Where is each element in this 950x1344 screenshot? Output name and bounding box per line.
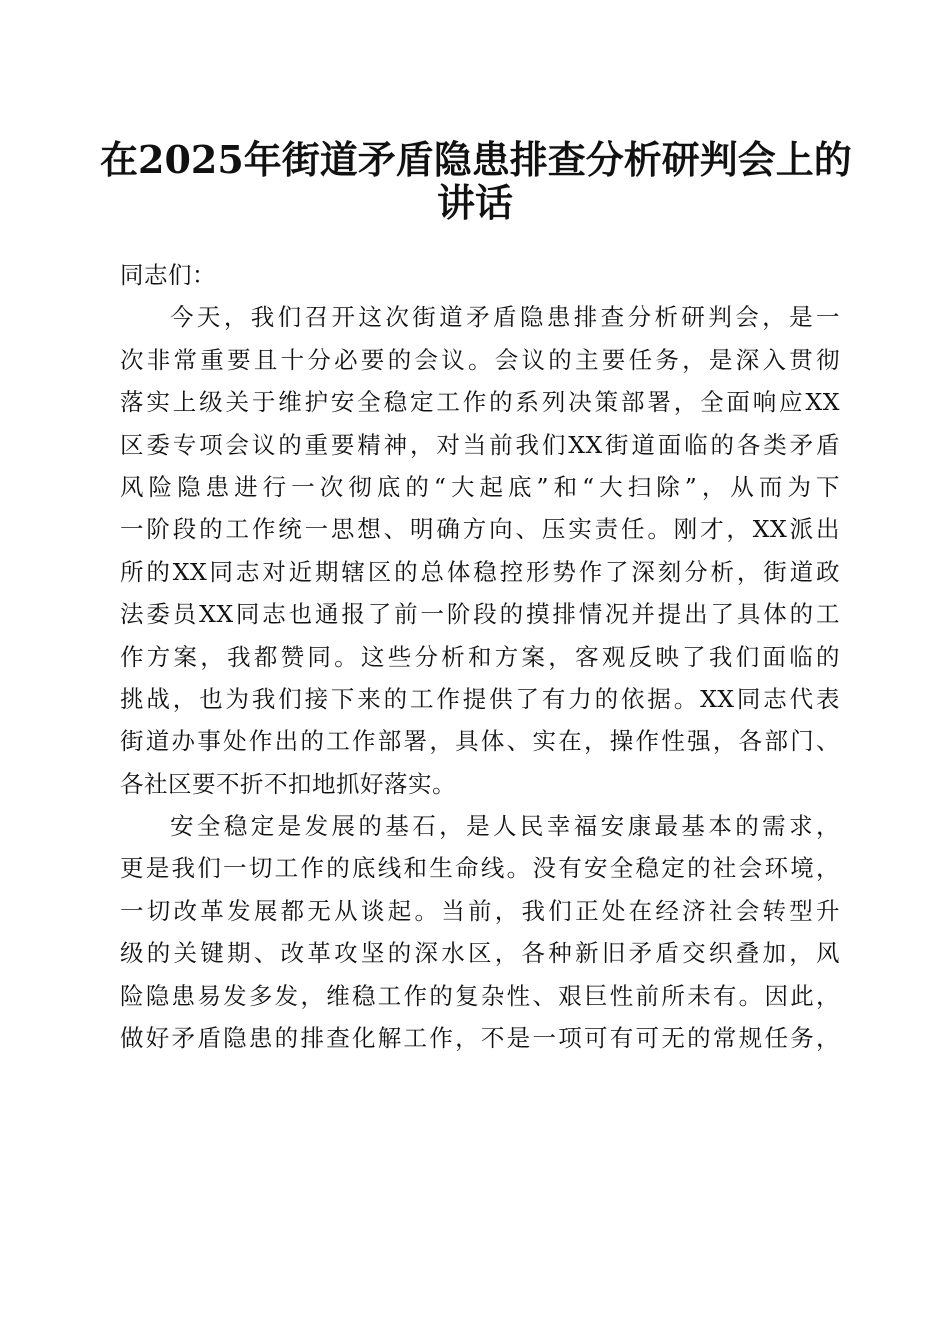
paragraph-2-line: 做好矛盾隐患的排查化解工作，不是一项可有可无的常规任务， [120,1024,840,1053]
paragraph-1-line: 次非常重要且十分必要的会议。会议的主要任务，是深入贯彻 [120,345,840,374]
paragraph-1-line: 街道办事处作出的工作部署，具体、实在，操作性强，各部门、 [120,727,840,756]
paragraph-1-line: 挑战，也为我们接下来的工作提供了有力的依据。XX同志代表 [120,684,840,713]
document-title-line-2: 讲话 [436,180,513,225]
paragraph-1-line: 今天，我们召开这次街道矛盾隐患排查分析研判会，是一 [170,303,840,332]
paragraph-2-line: 安全稳定是发展的基石，是人民幸福安康最基本的需求， [170,812,840,841]
paragraph-1-line: 落实上级关于维护安全稳定工作的系列决策部署，全面响应XX [120,388,840,417]
paragraph-2-line: 更是我们一切工作的底线和生命线。没有安全稳定的社会环境， [120,854,840,883]
paragraph-1-line: 一阶段的工作统一思想、明确方向、压实责任。刚才，XX派出 [120,515,840,544]
document-title-line-1: 在2025年街道矛盾隐患排查分析研判会上的 [100,137,852,182]
paragraph-2-line: 一切改革发展都无从谈起。当前，我们正处在经济社会转型升 [120,896,840,925]
paragraph-1-line: 所的XX同志对近期辖区的总体稳控形势作了深刻分析，街道政 [120,557,840,586]
paragraph-2-line: 级的关键期、改革攻坚的深水区，各种新旧矛盾交织叠加，风 [120,939,840,968]
salutation: 同志们： [120,261,216,289]
paragraph-1-line: 区委专项会议的重要精神，对当前我们XX街道面临的各类矛盾 [120,430,840,459]
paragraph-1-line: 风险隐患进行一次彻底的“大起底”和“大扫除”，从而为下 [120,472,840,501]
paragraph-1-line: 作方案，我都赞同。这些分析和方案，客观反映了我们面临的 [120,642,840,671]
document-body [120,254,840,1059]
paragraph-1-line: 各社区要不折不扣地抓好落实。 [120,769,456,798]
paragraph-2-line: 险隐患易发多发，维稳工作的复杂性、艰巨性前所未有。因此， [120,981,840,1010]
paragraph-1-line: 法委员XX同志也通报了前一阶段的摸排情况并提出了具体的工 [120,600,840,629]
